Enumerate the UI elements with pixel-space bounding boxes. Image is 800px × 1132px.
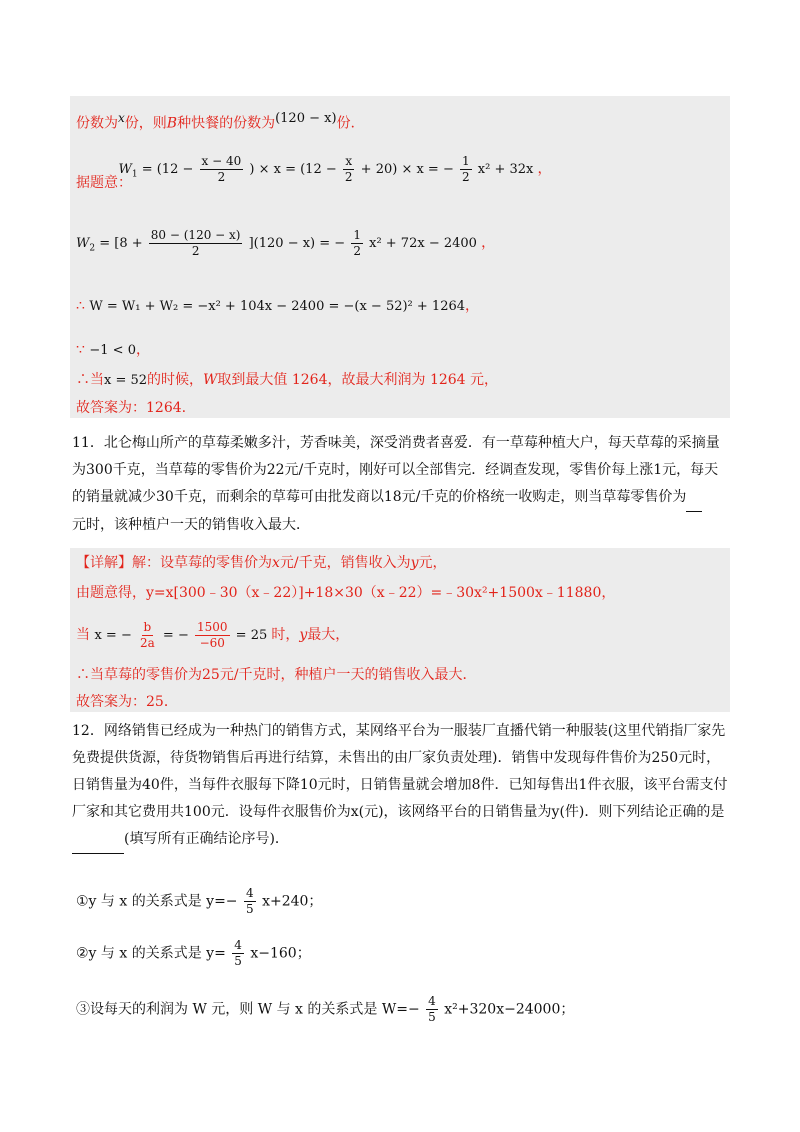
q10-l3-w-sub: 2	[89, 243, 96, 254]
q12-o2-frac	[232, 938, 244, 969]
q12-o3-text-b: x²+320x−24000；	[444, 1001, 575, 1018]
therefore-symbol: ∴	[76, 298, 85, 314]
q11-s3-y: y	[299, 627, 308, 643]
frac-den: 5	[428, 1010, 436, 1024]
q10-l2-frac3	[460, 154, 472, 185]
q10-l6-formula: x = 52	[104, 373, 148, 388]
q10-l1-text-d: 份.	[336, 115, 355, 132]
q10-l3-frac2	[351, 228, 363, 259]
q11-line-4: ∴当草莓的零售价为25元/千克时，种植户一天的销售收入最大．	[76, 667, 477, 683]
q12-option-3	[76, 994, 574, 1025]
frac-num: b	[143, 620, 152, 634]
q12-o2-text: ②y 与 x 的关系式是 y=	[76, 945, 226, 962]
q10-line-4	[76, 296, 479, 317]
q12-o3-text: ③设每天的利润为 W 元，则 W 与 x 的关系式是 W=−	[76, 1001, 420, 1018]
q12-o1-text: ①y 与 x 的关系式是 y=−	[76, 893, 238, 910]
frac-den: 2a	[139, 636, 155, 650]
q11-s1-text-b: 元/千克，销售收入为	[279, 555, 411, 571]
q11-s3-frac2	[195, 620, 230, 651]
q12-question	[72, 718, 732, 854]
q10-l1-text: 份数为	[76, 115, 118, 132]
q10-l1-var: x	[118, 111, 125, 125]
q11-s1-text-c: 元，	[418, 555, 447, 571]
q10-line-7: 故答案为：1264.	[76, 400, 187, 416]
frac-den: −60	[199, 636, 225, 650]
q10-l4-formula: W = W₁ + W₂ = −x² + 104x − 2400 = −(x − 52)² + 1264	[89, 299, 466, 314]
q10-l2-frac2	[343, 154, 355, 185]
frac-den: 5	[245, 902, 254, 916]
answer-blank	[72, 826, 124, 854]
q10-l6-w: W	[203, 372, 218, 388]
q10-l1-expr: (120 − x)	[275, 111, 337, 126]
q12-o1-frac	[244, 886, 256, 917]
q10-l1-text-c: 种快餐的份数为	[177, 115, 276, 132]
q12-o2-text-b: x−160；	[250, 945, 311, 962]
frac-num: 4	[245, 886, 254, 900]
q10-l6-text-b: 的时候，	[147, 372, 204, 388]
frac-den: 2	[191, 244, 200, 258]
frac-den: 5	[234, 954, 242, 968]
q11-s3-expr-a: x = −	[94, 628, 132, 643]
q11-line-5: 故答案为：25．	[76, 694, 178, 710]
q11-line-1	[76, 553, 447, 573]
q11-line-3	[76, 620, 349, 651]
frac-num: x − 40	[201, 154, 242, 168]
q11-s3-text-b: 时，	[271, 627, 300, 643]
q10-l2-w-sub: 1	[131, 169, 138, 180]
q12-option-2	[76, 938, 311, 969]
q12-question-text-end: (填写所有正确结论序号)．	[124, 831, 289, 847]
frac-den: 2	[344, 170, 353, 184]
q10-l3-expr-c: x² + 72x − 2400	[369, 236, 477, 251]
q10-l3-formula	[76, 228, 481, 258]
q10-l1-var-b: B	[166, 115, 178, 132]
q11-s3-expr-b: = −	[162, 628, 189, 643]
q10-l4-end: ，	[465, 298, 480, 314]
q10-l2-expr-a: = (12 −	[141, 162, 194, 177]
q10-l5-end: ，	[135, 342, 150, 358]
frac-num: 80 − (120 − x)	[150, 228, 241, 242]
q11-s3-formula	[94, 620, 271, 650]
q11-s3-expr-c: = 25	[235, 628, 268, 643]
frac-den: 2	[462, 170, 470, 184]
q10-l3-expr-b: ](120 − x) = −	[248, 236, 346, 251]
q10-l2-w: W	[118, 162, 132, 177]
q11-s1-text: 解：设草莓的零售价为	[132, 555, 272, 571]
frac-num: 4	[234, 938, 242, 952]
q10-l2-label: 据题意：	[76, 175, 132, 191]
q12-o3-frac	[426, 994, 438, 1025]
detail-tag: 【详解】	[76, 555, 132, 571]
q10-l2-frac1	[200, 154, 244, 185]
frac-num: x	[345, 154, 353, 168]
q11-s3-text-a: 当	[76, 627, 90, 643]
q10-line-2	[76, 154, 552, 191]
q10-l1-text-b: 份，则	[124, 115, 167, 132]
q10-l2-expr-c: + 20) × x = −	[360, 162, 454, 177]
q10-line-5	[76, 340, 150, 361]
q10-line-6	[76, 370, 498, 391]
q10-l3-end: ，	[481, 235, 496, 251]
q10-l2-end: ，	[537, 161, 552, 177]
frac-den: 2	[353, 244, 361, 258]
q12-question-text: 12．网络销售已经成为一种热门的销售方式，某网络平台为一服装厂直播代销一种服装(这里代销指厂家先免费提供货源，待货物销售后再进行结算，未售出的由厂家负责处理)．销售中发现每件售价为250元时，日销售量为40件，当每件衣服每下降10元时，日销售量就会增加8件．已知每售出1件衣服，该平台需支付厂家和其它费用共100元．设每件衣服售价为x(元)，该网络平台的日销售量为y(件)．则下列结论正确的是	[72, 723, 728, 820]
q10-l3-w: W	[76, 236, 90, 251]
frac-num: 4	[428, 994, 436, 1008]
frac-den: 2	[217, 170, 226, 184]
q10-l2-expr-d: x² + 32x	[477, 162, 534, 177]
q11-question	[72, 430, 732, 539]
frac-num: 1	[353, 228, 361, 242]
q10-l2-formula	[118, 154, 537, 184]
q11-s1-x: x	[272, 555, 280, 571]
q12-o1-text-b: x+240；	[262, 893, 323, 910]
answer-blank	[686, 484, 702, 512]
q11-s3-frac1	[138, 620, 157, 651]
frac-num: 1500	[196, 620, 228, 634]
q10-line-3	[76, 228, 495, 259]
q10-l3-expr-a: = [8 +	[99, 236, 143, 251]
because-symbol: ∵	[76, 342, 85, 358]
q11-question-text: 11．北仑梅山所产的草莓柔嫩多汁，芳香味美，深受消费者喜爱．有一草莓种植大户，每天草莓的采摘量为300千克，当草莓的零售价为22元/千克时，刚好可以全部售完．经调查发现，零售价每上涨1元，每天的销量就减少30千克，而剩余的草莓可由批发商以18元/千克的价格统一收购走，则当草莓零售价为	[72, 435, 720, 505]
q11-s3-text-c: 最大，	[307, 627, 350, 643]
q12-option-1	[76, 886, 322, 917]
q10-l3-frac1	[149, 228, 243, 259]
q10-l6-text-a: ∴当	[76, 372, 104, 388]
frac-num: 1	[462, 154, 470, 168]
q10-l6-text-c: 取到最大值 1264，故最大利润为 1264 元，	[217, 372, 499, 388]
q11-line-2: 由题意得，y=x[300﹣30（x﹣22）]+18×30（x﹣22）=﹣30x²+1500x﹣11880，	[76, 585, 616, 601]
q10-line-1	[76, 108, 355, 134]
q11-question-text-end: 元时，该种植户一天的销售收入最大．	[72, 517, 310, 533]
q11-s1-y: y	[410, 555, 419, 571]
q10-l5-formula: −1 < 0	[89, 343, 136, 358]
q10-l2-expr-b: ) × x = (12 −	[249, 162, 337, 177]
